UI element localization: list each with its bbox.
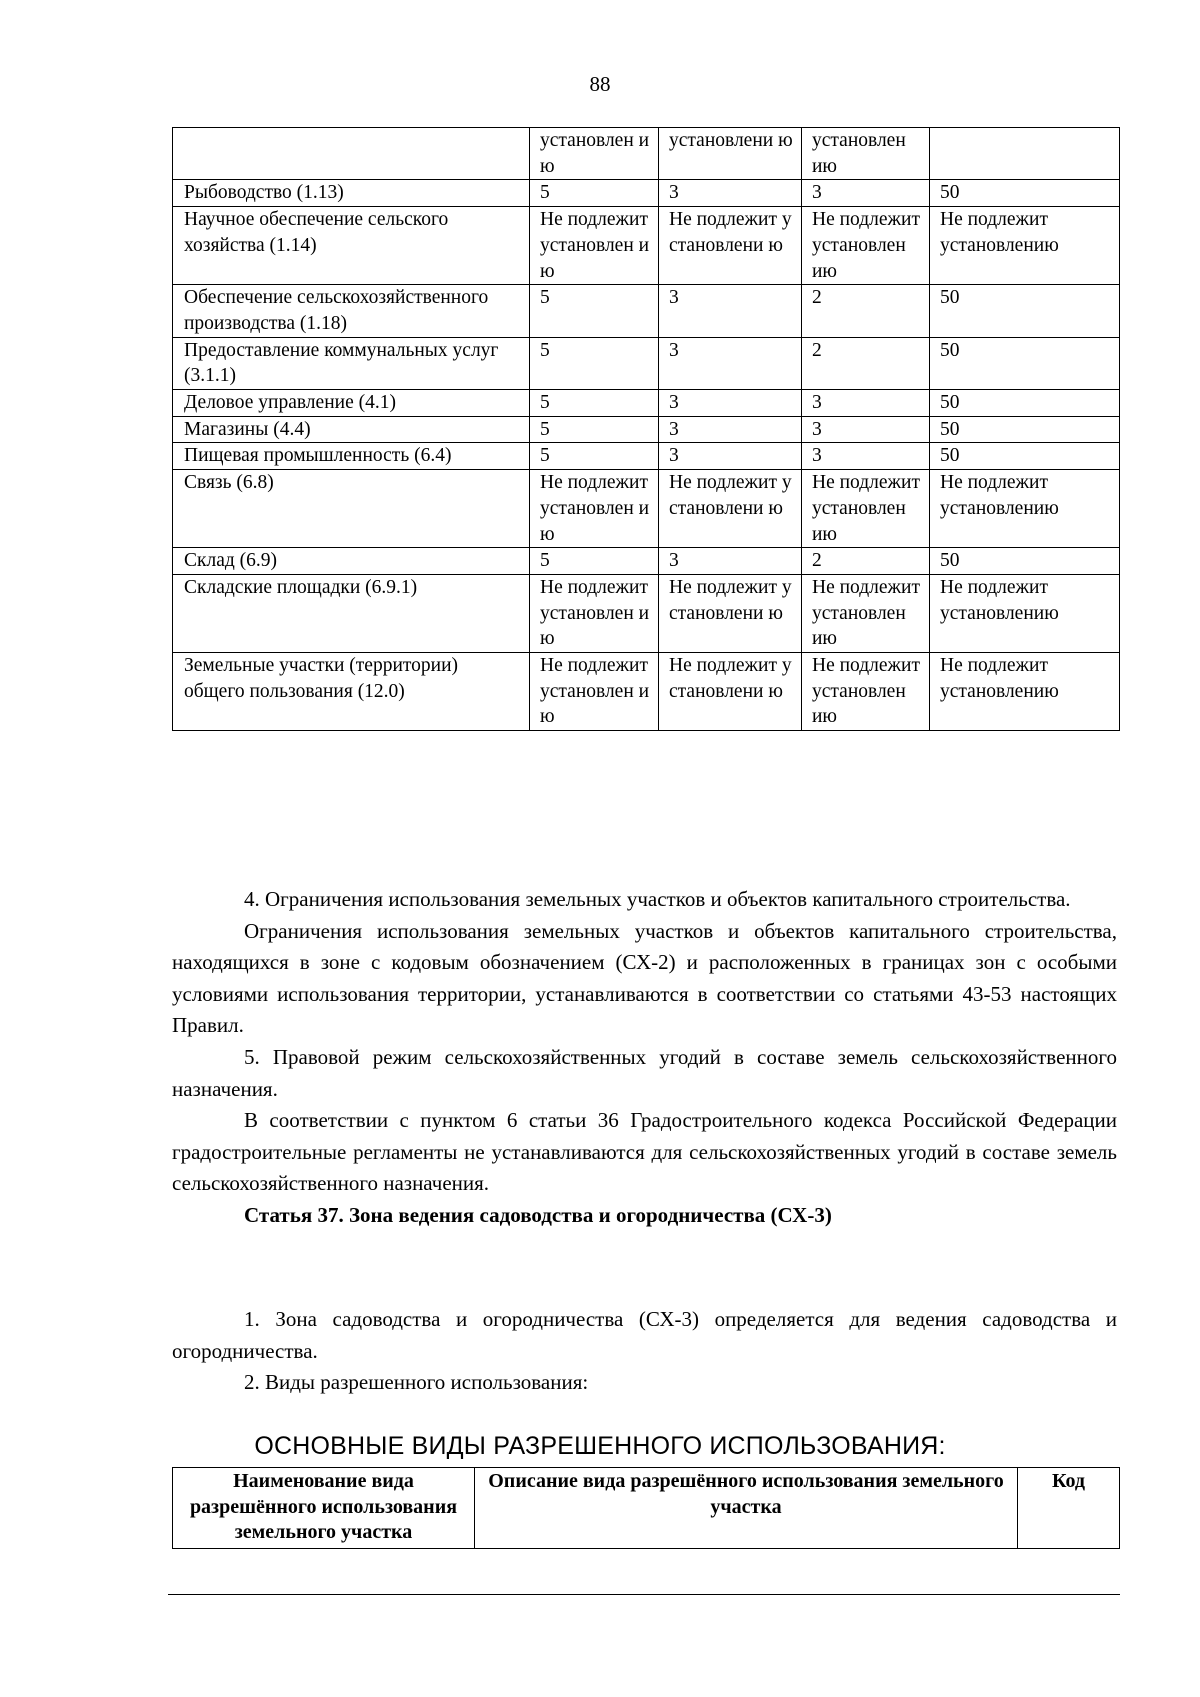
- value-cell: Не подлежит установлению: [930, 470, 1120, 548]
- paragraph-restrictions-body: Ограничения использования земельных участков и объектов капитального строительства, находящихся в зоне с кодовым обозначением (СХ-2) и расположенных в границах зон с особыми условиями использования территории, устанавливаются в соответствии со статьями 43-53 настоящих Правил.: [172, 918, 1117, 1038]
- header-use-name: Наименование вида разрешённого использования земельного участка: [173, 1468, 475, 1549]
- value-cell: Не подлежит установлени ю: [659, 207, 802, 285]
- value-cell: 3: [659, 180, 802, 207]
- value-cell: 2: [802, 285, 930, 337]
- table-row: [173, 548, 1120, 575]
- paragraph-zone-definition: 1. Зона садоводства и огородничества (СХ-3) определяется для ведения садоводства и огородничества.: [172, 1307, 1117, 1363]
- land-use-cell: Обеспечение сельскохозяйственного производства (1.18): [173, 285, 530, 337]
- land-use-cell: Пищевая промышленность (6.4): [173, 443, 530, 470]
- value-cell: 50: [930, 337, 1120, 389]
- value-cell: Не подлежит установлен ию: [530, 574, 659, 652]
- value-cell: Не подлежит установлен ию: [802, 653, 930, 731]
- value-cell: Не подлежит установлен ию: [802, 470, 930, 548]
- page-number: 88: [589, 72, 611, 96]
- table-row: [173, 443, 1120, 470]
- table-row: [173, 128, 1120, 180]
- setbacks-table: [172, 127, 1120, 731]
- value-cell: Не подлежит установлен ию: [802, 207, 930, 285]
- value-cell: Не подлежит установлен ию: [802, 574, 930, 652]
- paragraph-legal-regime-body: В соответствии с пунктом 6 статьи 36 Градостроительного кодекса Российской Федерации градостроительные регламенты не устанавливаются для сельскохозяйственных угодий в составе земель сельскохозяйственного назначения.: [172, 1108, 1117, 1196]
- value-cell: установлен ию: [530, 128, 659, 180]
- value-cell: установлени ю: [659, 128, 802, 180]
- body-text: [172, 884, 1117, 1232]
- value-cell: 2: [802, 548, 930, 575]
- article-body: [172, 1304, 1117, 1399]
- value-cell: 50: [930, 390, 1120, 417]
- paragraph-restrictions-heading: 4. Ограничения использования земельных участков и объектов капитального строительства.: [244, 887, 1071, 911]
- value-cell: 50: [930, 443, 1120, 470]
- value-cell: 5: [530, 390, 659, 417]
- table-row: [173, 337, 1120, 389]
- table-header-row: [173, 1468, 1120, 1549]
- value-cell: Не подлежит установлению: [930, 207, 1120, 285]
- land-use-cell: Рыбоводство (1.13): [173, 180, 530, 207]
- value-cell: установлен ию: [802, 128, 930, 180]
- permitted-uses-table: [172, 1467, 1120, 1549]
- value-cell: Не подлежит установлен ию: [530, 653, 659, 731]
- value-cell: 50: [930, 180, 1120, 207]
- value-cell: 5: [530, 548, 659, 575]
- value-cell: 5: [530, 337, 659, 389]
- value-cell: 5: [530, 416, 659, 443]
- value-cell: 3: [659, 337, 802, 389]
- table-row: [173, 416, 1120, 443]
- value-cell: 3: [659, 390, 802, 417]
- paragraph-legal-regime-heading: 5. Правовой режим сельскохозяйственных угодий в составе земель сельскохозяйственного назначения.: [172, 1044, 1117, 1101]
- land-use-cell: Магазины (4.4): [173, 416, 530, 443]
- value-cell: 5: [530, 285, 659, 337]
- table-row: [173, 285, 1120, 337]
- value-cell: 3: [659, 443, 802, 470]
- land-use-cell: Предоставление коммунальных услуг (3.1.1): [173, 337, 530, 389]
- value-cell: Не подлежит установлен ию: [530, 207, 659, 285]
- land-use-cell: Склад (6.9): [173, 548, 530, 575]
- article-heading: Статья 37. Зона ведения садоводства и огородничества (СХ-3): [244, 1202, 832, 1227]
- value-cell: 2: [802, 337, 930, 389]
- land-use-cell: Складские площадки (6.9.1): [173, 574, 530, 652]
- value-cell: 5: [530, 443, 659, 470]
- land-use-cell: Связь (6.8): [173, 470, 530, 548]
- value-cell: Не подлежит установлению: [930, 574, 1120, 652]
- land-use-cell: Деловое управление (4.1): [173, 390, 530, 417]
- value-cell: 3: [659, 548, 802, 575]
- table-row: [173, 390, 1120, 417]
- table-row: [173, 207, 1120, 285]
- value-cell: Не подлежит установлени ю: [659, 470, 802, 548]
- value-cell: 50: [930, 548, 1120, 575]
- table-row: [173, 180, 1120, 207]
- value-cell: 3: [802, 443, 930, 470]
- value-cell: [930, 128, 1120, 180]
- land-use-cell: [173, 128, 530, 180]
- value-cell: 3: [802, 416, 930, 443]
- header-code: Код: [1018, 1468, 1120, 1549]
- value-cell: 3: [659, 285, 802, 337]
- table-row: [173, 470, 1120, 548]
- header-use-description: Описание вида разрешённого использования земельного участка: [475, 1468, 1018, 1549]
- value-cell: 3: [802, 390, 930, 417]
- land-use-cell: Научное обеспечение сельского хозяйства (1.14): [173, 207, 530, 285]
- value-cell: Не подлежит установлению: [930, 653, 1120, 731]
- value-cell: 3: [802, 180, 930, 207]
- bottom-rule: [168, 1594, 1120, 1595]
- value-cell: Не подлежит установлени ю: [659, 653, 802, 731]
- value-cell: Не подлежит установлени ю: [659, 574, 802, 652]
- value-cell: 50: [930, 416, 1120, 443]
- land-use-cell: Земельные участки (территории) общего пользования (12.0): [173, 653, 530, 731]
- table-row: [173, 653, 1120, 731]
- value-cell: 50: [930, 285, 1120, 337]
- value-cell: 3: [659, 416, 802, 443]
- section-heading: ОСНОВНЫЕ ВИДЫ РАЗРЕШЕННОГО ИСПОЛЬЗОВАНИЯ:: [254, 1432, 946, 1460]
- table-row: [173, 574, 1120, 652]
- paragraph-permitted-uses: 2. Виды разрешенного использования:: [244, 1370, 589, 1395]
- value-cell: Не подлежит установлен ию: [530, 470, 659, 548]
- value-cell: 5: [530, 180, 659, 207]
